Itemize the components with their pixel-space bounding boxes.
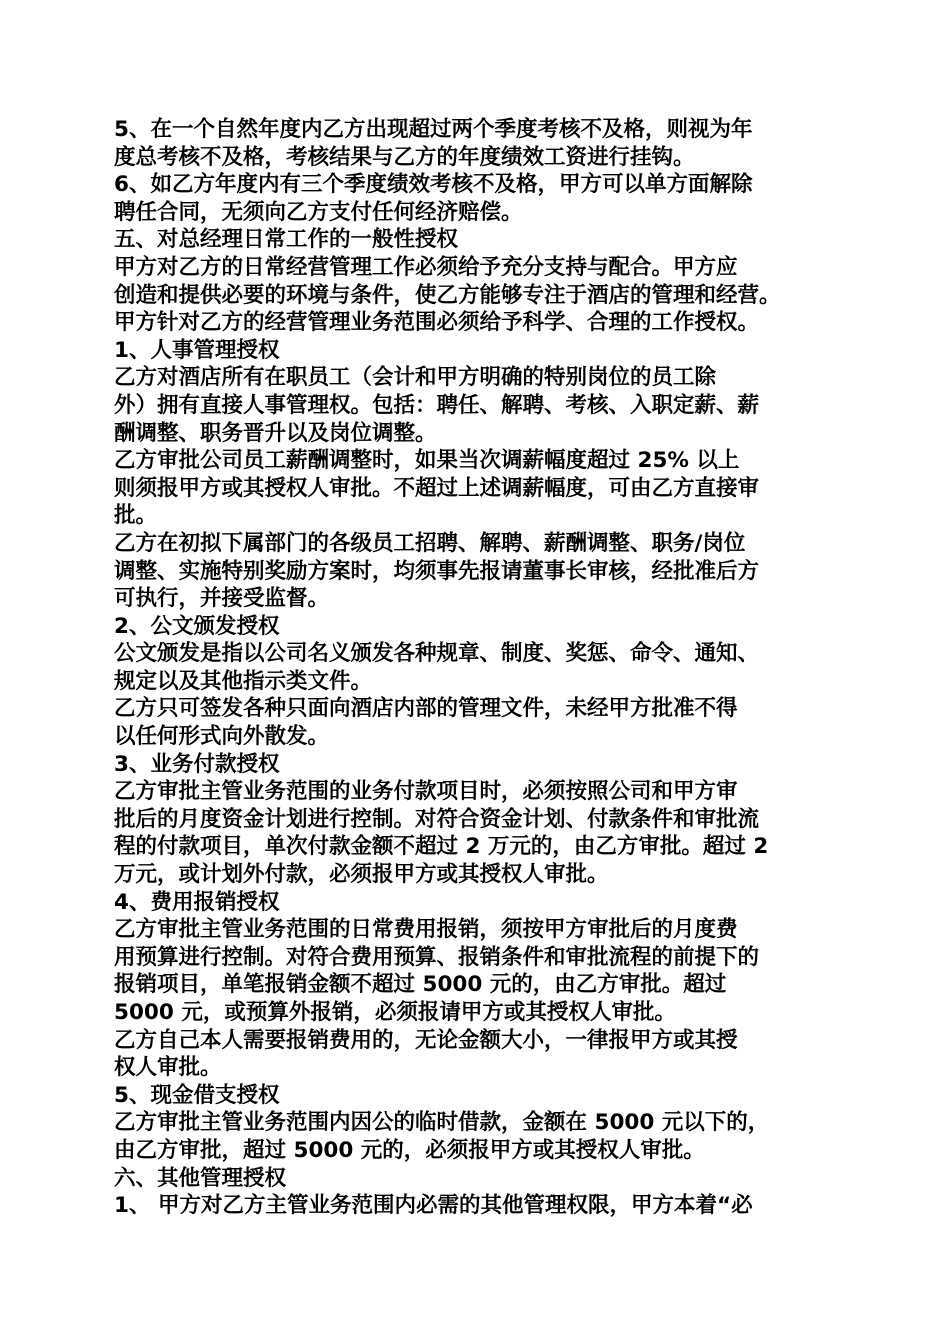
text-line: 聘任合同，无须向乙方支付任何经济赔偿。 — [114, 199, 523, 225]
text-line: 乙方在初拟下属部门的各级员工招聘、解聘、薪酬调整、职务/岗位 — [114, 530, 746, 556]
text-line: 以任何形式向外散发。 — [114, 724, 330, 750]
text-line: 权人审批。 — [114, 1055, 222, 1081]
text-line: 度总考核不及格，考核结果与乙方的年度绩效工资进行挂钩。 — [114, 144, 695, 170]
subsection-heading: 3、业务付款授权 — [114, 751, 280, 777]
text-line: 外）拥有直接人事管理权。包括：聘任、解聘、考核、入职定薪、薪 — [114, 392, 760, 418]
subsection-heading: 1、人事管理授权 — [114, 337, 280, 363]
text-line: 报销项目，单笔报销金额不超过 5000 元的，由乙方审批。超过 — [114, 972, 727, 998]
text-line: 批后的月度资金计划进行控制。对符合资金计划、付款条件和审批流 — [114, 806, 760, 832]
text-line: 可执行，并接受监督。 — [114, 586, 330, 612]
text-line: 6、如乙方年度内有三个季度绩效考核不及格，甲方可以单方面解除 — [114, 172, 753, 198]
subsection-heading: 5、现金借支授权 — [114, 1082, 280, 1108]
text-line: 乙方审批主管业务范围内因公的临时借款，金额在 5000 元以下的， — [114, 1110, 770, 1136]
text-line: 5、在一个自然年度内乙方出现超过两个季度考核不及格，则视为年 — [114, 117, 753, 142]
text-line: 程的付款项目，单次付款金额不超过 2 万元的，由乙方审批。超过 2 — [114, 834, 769, 860]
text-line: 批。 — [114, 503, 158, 529]
text-line: 由乙方审批，超过 5000 元的，必须报甲方或其授权人审批。 — [114, 1137, 705, 1163]
text-line: 甲方对乙方的日常经营管理工作必须给予充分支持与配合。甲方应 — [114, 254, 738, 280]
text-line: 乙方审批主管业务范围的日常费用报销，须按甲方审批后的月度费 — [114, 917, 738, 943]
text-line: 调整、实施特别奖励方案时，均须事先报请董事长审核，经批准后方 — [114, 558, 760, 584]
text-line: 创造和提供必要的环境与条件，使乙方能够专注于酒店的管理和经营。 — [114, 282, 781, 308]
text-line: 公文颁发是指以公司名义颁发各种规章、制度、奖惩、命令、通知、 — [114, 641, 760, 667]
subsection-heading: 4、费用报销授权 — [114, 889, 280, 915]
text-line: 乙方审批公司员工薪酬调整时，如果当次调薪幅度超过 25% 以上 — [114, 448, 740, 474]
text-line: 5000 元，或预算外报销，必须报请甲方或其授权人审批。 — [114, 1000, 676, 1025]
section-heading: 五、对总经理日常工作的一般性授权 — [114, 227, 459, 253]
section-heading: 六、其他管理授权 — [114, 1165, 287, 1191]
text-line: 则须报甲方或其授权人审批。不超过上述调薪幅度，可由乙方直接审 — [114, 475, 760, 501]
text-line: 1、 甲方对乙方主管业务范围内必需的其他管理权限，甲方本着“必 — [114, 1193, 753, 1219]
subsection-heading: 2、公文颁发授权 — [114, 613, 280, 639]
text-line: 用预算进行控制。对符合费用预算、报销条件和审批流程的前提下的 — [114, 944, 760, 970]
document-body — [114, 116, 844, 1220]
text-line: 万元，或计划外付款，必须报甲方或其授权人审批。 — [114, 862, 609, 888]
text-line: 乙方只可签发各种只面向酒店内部的管理文件，未经甲方批准不得 — [114, 696, 738, 722]
text-line: 乙方对酒店所有在职员工（会计和甲方明确的特别岗位的员工除 — [114, 365, 717, 391]
text-line: 酬调整、职务晋升以及岗位调整。 — [114, 420, 437, 446]
text-line: 乙方审批主管业务范围的业务付款项目时，必须按照公司和甲方审 — [114, 779, 738, 805]
text-line: 甲方针对乙方的经营管理业务范围必须给予科学、合理的工作授权。 — [114, 310, 760, 336]
text-line: 乙方自己本人需要报销费用的，无论金额大小，一律报甲方或其授 — [114, 1027, 738, 1053]
text-line: 规定以及其他指示类文件。 — [114, 668, 373, 694]
